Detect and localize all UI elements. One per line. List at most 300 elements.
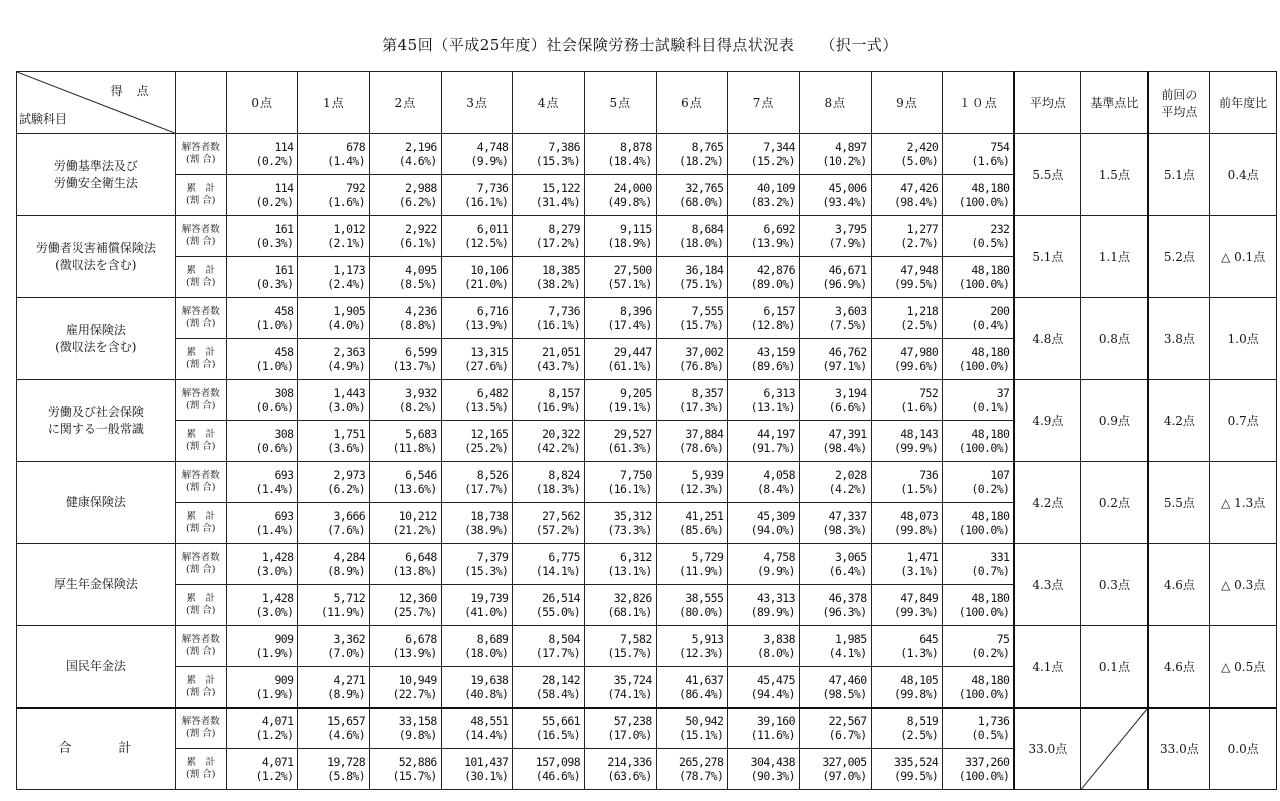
count-value: 304,438: [750, 755, 795, 769]
percent-value: (100.0%): [958, 523, 1010, 537]
subject-name: [17, 134, 176, 216]
percent-value: (9.8%): [398, 728, 437, 743]
table-row: [17, 544, 1277, 585]
header-point-5: 5点: [585, 72, 657, 134]
score-cell: [871, 175, 943, 216]
subject-name: [17, 216, 176, 298]
percent-value: (1.4%): [255, 523, 294, 537]
score-cell: [728, 462, 800, 503]
count-value: 43,313: [756, 591, 795, 605]
count-value: 27,562: [542, 509, 581, 523]
count-value: 114: [274, 140, 294, 154]
subject-name-line: (徴収法を含む): [55, 257, 137, 272]
percent-value: (2.1%): [327, 236, 366, 250]
percent-value: (58.4%): [535, 686, 581, 701]
previous-average: 3.8点: [1148, 298, 1209, 380]
count-value: 6,775: [548, 550, 581, 564]
percent-value: (98.4%): [893, 195, 939, 209]
row-kind-label: [175, 380, 226, 421]
score-cell: [441, 462, 513, 503]
percent-value: (43.7%): [535, 359, 581, 373]
count-value: 3,603: [834, 304, 867, 318]
count-value: 48,143: [900, 427, 939, 441]
row-kind-label: [175, 626, 226, 667]
average-score: 4.8点: [1014, 298, 1081, 380]
row-kind-label: [175, 503, 226, 544]
header-point-2: 2点: [370, 72, 442, 134]
row-kind-label: [175, 667, 226, 708]
header-point-8: 8点: [799, 72, 871, 134]
percent-value: (80.0%): [679, 605, 724, 619]
score-cell: [370, 462, 442, 503]
count-value: 331: [990, 550, 1010, 564]
year-over-year: △ 0.3点: [1210, 544, 1277, 626]
percent-value: (13.9%): [392, 646, 437, 660]
score-cell: [226, 749, 298, 790]
percent-value: (3.1%): [900, 564, 939, 578]
percent-value: (2.5%): [900, 318, 939, 332]
header-point-10: １０点: [943, 72, 1015, 134]
score-cell: [370, 585, 442, 626]
score-cell: [585, 708, 657, 749]
score-cell: [799, 134, 871, 175]
count-value: 47,391: [828, 427, 867, 441]
percent-value: (4.6%): [398, 154, 437, 168]
total-year-over-year: 0.0点: [1210, 708, 1277, 790]
percent-value: (1.9%): [255, 686, 294, 701]
average-score: 5.1点: [1014, 216, 1081, 298]
percent-value: (75.1%): [679, 277, 724, 291]
score-cell: [226, 339, 298, 380]
percent-value: (96.9%): [822, 277, 867, 291]
subject-name-line: に関する一般常識: [47, 421, 144, 436]
count-value: 5,683: [405, 427, 437, 441]
count-value: 22,567: [828, 714, 867, 729]
count-value: 4,748: [476, 140, 509, 154]
score-cell: [943, 134, 1015, 175]
score-cell: [226, 585, 298, 626]
count-value: 792: [346, 181, 366, 195]
row-kind-line1: 累 計: [186, 429, 215, 440]
percent-value: (94.4%): [750, 686, 795, 701]
score-cell: [871, 421, 943, 462]
count-value: 693: [274, 468, 294, 482]
count-value: 8,519: [906, 714, 939, 729]
score-cell: [585, 380, 657, 421]
score-cell: [298, 544, 370, 585]
score-cell: [799, 216, 871, 257]
count-value: 1,471: [906, 550, 939, 564]
score-cell: [298, 667, 370, 708]
score-cell: [943, 339, 1015, 380]
count-value: 6,546: [405, 468, 437, 482]
count-value: 458: [274, 304, 294, 318]
row-kind-label: [175, 134, 226, 175]
percent-value: (0.2%): [971, 646, 1010, 660]
count-value: 693: [274, 509, 294, 523]
percent-value: (8.8%): [398, 318, 437, 332]
row-kind-label: [175, 257, 226, 298]
count-value: 7,582: [620, 632, 652, 646]
score-cell: [370, 216, 442, 257]
score-cell: [298, 257, 370, 298]
count-value: 232: [990, 222, 1010, 236]
score-cell: [799, 175, 871, 216]
percent-value: (21.0%): [464, 277, 509, 291]
score-cell: [370, 667, 442, 708]
count-value: 645: [919, 632, 939, 646]
count-value: 1,012: [333, 222, 366, 236]
percent-value: (15.1%): [679, 728, 724, 743]
percent-value: (0.6%): [255, 400, 294, 414]
score-cell: [226, 544, 298, 585]
count-value: 38,555: [685, 591, 724, 605]
score-cell: [871, 544, 943, 585]
score-cell: [799, 749, 871, 790]
percent-value: (97.1%): [822, 359, 867, 373]
count-value: 6,716: [476, 304, 509, 318]
percent-value: (96.3%): [822, 605, 867, 619]
total-label: 合 計: [17, 708, 176, 790]
previous-average: 5.2点: [1148, 216, 1209, 298]
percent-value: (18.3%): [535, 482, 581, 496]
count-value: 75: [996, 632, 1010, 646]
count-value: 45,475: [756, 672, 795, 687]
percent-value: (99.9%): [893, 441, 939, 455]
percent-value: (4.9%): [327, 359, 366, 373]
percent-value: (61.3%): [607, 441, 652, 455]
score-cell: [799, 298, 871, 339]
score-cell: [728, 421, 800, 462]
percent-value: (25.2%): [464, 441, 509, 455]
score-cell: [728, 257, 800, 298]
score-cell: [226, 216, 298, 257]
base-ratio: 0.8点: [1081, 298, 1149, 380]
score-cell: [799, 626, 871, 667]
count-value: 4,058: [763, 468, 795, 482]
count-value: 9,115: [620, 222, 652, 236]
score-cell: [728, 380, 800, 421]
count-value: 48,180: [971, 591, 1010, 605]
percent-value: (6.7%): [828, 728, 867, 743]
count-value: 161: [274, 222, 294, 236]
header-point-6: 6点: [656, 72, 728, 134]
percent-value: (17.3%): [679, 400, 724, 414]
count-value: 6,313: [763, 386, 795, 400]
row-kind-line2: (割 合): [186, 236, 216, 247]
percent-value: (0.5%): [971, 728, 1010, 743]
row-kind-line2: (割 合): [186, 277, 216, 288]
score-cell: [585, 298, 657, 339]
percent-value: (55.0%): [535, 605, 581, 619]
count-value: 47,948: [900, 263, 939, 277]
count-value: 1,428: [261, 550, 294, 564]
base-ratio: 0.9点: [1081, 380, 1149, 462]
score-cell: [441, 380, 513, 421]
percent-value: (13.1%): [750, 400, 795, 414]
percent-value: (8.0%): [756, 646, 795, 660]
row-kind-line2: (割 合): [186, 482, 216, 493]
count-value: 41,637: [685, 672, 724, 687]
percent-value: (38.2%): [535, 277, 581, 291]
percent-value: (12.5%): [464, 236, 509, 250]
percent-value: (3.6%): [327, 441, 366, 455]
percent-value: (74.1%): [607, 686, 652, 701]
percent-value: (17.4%): [607, 318, 652, 332]
percent-value: (8.9%): [327, 564, 366, 578]
count-value: 45,006: [828, 181, 867, 195]
score-cell: [799, 421, 871, 462]
percent-value: (4.2%): [828, 482, 867, 496]
score-cell: [943, 257, 1015, 298]
score-cell: [656, 585, 728, 626]
year-over-year: △ 0.5点: [1210, 626, 1277, 708]
score-cell: [441, 544, 513, 585]
score-cell: [871, 503, 943, 544]
row-kind-label: [175, 339, 226, 380]
count-value: 101,437: [464, 755, 509, 769]
count-value: 35,312: [613, 509, 652, 523]
average-score: 4.9点: [1014, 380, 1081, 462]
percent-value: (1.0%): [255, 318, 294, 332]
percent-value: (18.0%): [679, 236, 724, 250]
score-cell: [728, 503, 800, 544]
count-value: 10,212: [398, 509, 437, 523]
percent-value: (1.6%): [971, 154, 1010, 168]
count-value: 1,443: [333, 386, 366, 400]
row-kind-label: [175, 749, 226, 790]
count-value: 3,838: [763, 632, 795, 646]
count-value: 47,980: [900, 345, 939, 359]
subject-name: [17, 544, 176, 626]
score-cell: [226, 708, 298, 749]
count-value: 47,460: [828, 672, 867, 687]
subject-name-line: 国民年金法: [65, 658, 126, 673]
row-kind-line2: (割 合): [186, 318, 216, 329]
header-kind-blank: [175, 72, 226, 134]
count-value: 4,236: [405, 304, 437, 318]
score-cell: [226, 298, 298, 339]
percent-value: (38.9%): [464, 523, 509, 537]
count-value: 3,065: [834, 550, 867, 564]
count-value: 28,142: [542, 672, 581, 687]
percent-value: (8.9%): [327, 686, 366, 701]
total-average-score: 33.0点: [1014, 708, 1081, 790]
count-value: 48,073: [900, 509, 939, 523]
percent-value: (16.1%): [535, 318, 581, 332]
count-value: 1,985: [834, 632, 867, 646]
percent-value: (91.7%): [750, 441, 795, 455]
count-value: 12,360: [398, 591, 437, 605]
count-value: 33,158: [398, 714, 437, 729]
count-value: 45,309: [756, 509, 795, 523]
score-cell: [943, 462, 1015, 503]
count-value: 46,762: [828, 345, 867, 359]
percent-value: (3.0%): [255, 605, 294, 619]
count-value: 2,028: [834, 468, 867, 482]
score-cell: [799, 667, 871, 708]
score-cell: [226, 380, 298, 421]
score-cell: [513, 134, 585, 175]
percent-value: (40.8%): [464, 686, 509, 701]
count-value: 43,159: [756, 345, 795, 359]
score-cell: [226, 257, 298, 298]
count-value: 6,599: [405, 345, 437, 359]
percent-value: (17.7%): [535, 646, 581, 660]
count-value: 35,724: [613, 672, 652, 687]
score-cell: [441, 749, 513, 790]
percent-value: (12.3%): [679, 646, 724, 660]
score-cell: [656, 667, 728, 708]
count-value: 308: [274, 427, 294, 441]
previous-average: 4.6点: [1148, 626, 1209, 708]
percent-value: (7.5%): [828, 318, 867, 332]
count-value: 48,551: [470, 714, 509, 729]
percent-value: (3.0%): [327, 400, 366, 414]
count-value: 10,949: [398, 672, 437, 687]
score-cell: [298, 749, 370, 790]
score-cell: [585, 257, 657, 298]
score-cell: [370, 421, 442, 462]
header-point-9: 9点: [871, 72, 943, 134]
score-cell: [728, 298, 800, 339]
percent-value: (93.4%): [822, 195, 867, 209]
header-year-over-year: 前年度比: [1210, 72, 1277, 134]
score-cell: [656, 503, 728, 544]
percent-value: (90.3%): [750, 769, 795, 783]
count-value: 1,736: [977, 714, 1010, 729]
row-kind-line2: (割 合): [186, 564, 216, 575]
score-cell: [298, 462, 370, 503]
score-cell: [585, 544, 657, 585]
count-value: 48,180: [971, 509, 1010, 523]
header-prev-avg-line1: 前回の: [1161, 87, 1198, 102]
score-cell: [226, 667, 298, 708]
count-value: 47,337: [828, 509, 867, 523]
score-cell: [656, 298, 728, 339]
count-value: 4,071: [261, 714, 294, 729]
score-cell: [656, 175, 728, 216]
count-value: 8,357: [691, 386, 724, 400]
score-cell: [585, 667, 657, 708]
count-value: 5,712: [333, 591, 366, 605]
percent-value: (7.9%): [828, 236, 867, 250]
count-value: 47,849: [900, 591, 939, 605]
percent-value: (1.3%): [900, 646, 939, 660]
count-value: 8,279: [548, 222, 581, 236]
percent-value: (13.7%): [392, 359, 437, 373]
count-value: 46,671: [828, 263, 867, 277]
percent-value: (12.3%): [679, 482, 724, 496]
score-cell: [656, 216, 728, 257]
percent-value: (100.0%): [958, 441, 1010, 455]
row-kind-label: [175, 462, 226, 503]
percent-value: (2.4%): [327, 277, 366, 291]
percent-value: (78.7%): [679, 769, 724, 783]
count-value: 1,218: [906, 304, 939, 318]
percent-value: (10.2%): [822, 154, 867, 168]
score-cell: [871, 339, 943, 380]
percent-value: (100.0%): [958, 686, 1010, 701]
count-value: 2,420: [906, 140, 939, 154]
count-value: 4,071: [261, 755, 294, 769]
count-value: 5,913: [691, 632, 724, 646]
score-cell: [871, 462, 943, 503]
count-value: 36,184: [685, 263, 724, 277]
percent-value: (11.9%): [320, 605, 366, 619]
count-value: 157,098: [535, 755, 581, 769]
count-value: 5,939: [691, 468, 724, 482]
score-cell: [298, 708, 370, 749]
count-value: 458: [274, 345, 294, 359]
percent-value: (18.9%): [607, 236, 652, 250]
percent-value: (13.1%): [607, 564, 652, 578]
percent-value: (100.0%): [958, 605, 1010, 619]
count-value: 27,500: [613, 263, 652, 277]
score-status-table: [16, 71, 1277, 790]
count-value: 26,514: [542, 591, 581, 605]
header-point-3: 3点: [441, 72, 513, 134]
score-cell: [585, 585, 657, 626]
count-value: 6,692: [763, 222, 795, 236]
score-cell: [226, 421, 298, 462]
score-cell: [585, 421, 657, 462]
percent-value: (13.6%): [392, 482, 437, 496]
count-value: 47,426: [900, 181, 939, 195]
percent-value: (11.6%): [750, 728, 795, 743]
percent-value: (14.4%): [464, 728, 509, 743]
percent-value: (1.4%): [327, 154, 366, 168]
row-kind-line2: (割 合): [186, 400, 216, 411]
previous-average: 5.1点: [1148, 134, 1209, 216]
percent-value: (1.6%): [327, 195, 366, 209]
count-value: 3,194: [834, 386, 867, 400]
header-point-0: 0点: [226, 72, 298, 134]
percent-value: (73.3%): [607, 523, 652, 537]
score-cell: [871, 585, 943, 626]
score-cell: [943, 749, 1015, 790]
score-cell: [943, 667, 1015, 708]
header-point-1: 1点: [298, 72, 370, 134]
score-cell: [441, 503, 513, 544]
count-value: 52,886: [398, 755, 437, 769]
count-value: 9,205: [620, 386, 652, 400]
percent-value: (8.2%): [398, 400, 437, 414]
subject-name-line: 労働基準法及び: [53, 158, 138, 173]
row-kind-label: [175, 175, 226, 216]
row-kind-label: [175, 708, 226, 749]
score-cell: [728, 339, 800, 380]
count-value: 265,278: [679, 755, 724, 769]
percent-value: (0.7%): [971, 564, 1010, 578]
score-cell: [226, 134, 298, 175]
percent-value: (9.9%): [756, 564, 795, 578]
previous-average: 4.2点: [1148, 380, 1209, 462]
score-cell: [943, 175, 1015, 216]
table-body: [17, 134, 1277, 790]
percent-value: (0.3%): [255, 236, 294, 250]
row-kind-label: [175, 216, 226, 257]
percent-value: (99.8%): [893, 523, 939, 537]
score-cell: [441, 626, 513, 667]
row-kind-line1: 累 計: [186, 757, 215, 768]
percent-value: (11.9%): [679, 564, 724, 578]
percent-value: (85.6%): [679, 523, 724, 537]
percent-value: (8.5%): [398, 277, 437, 291]
score-cell: [799, 339, 871, 380]
percent-value: (99.6%): [893, 359, 939, 373]
header-point-7: 7点: [728, 72, 800, 134]
